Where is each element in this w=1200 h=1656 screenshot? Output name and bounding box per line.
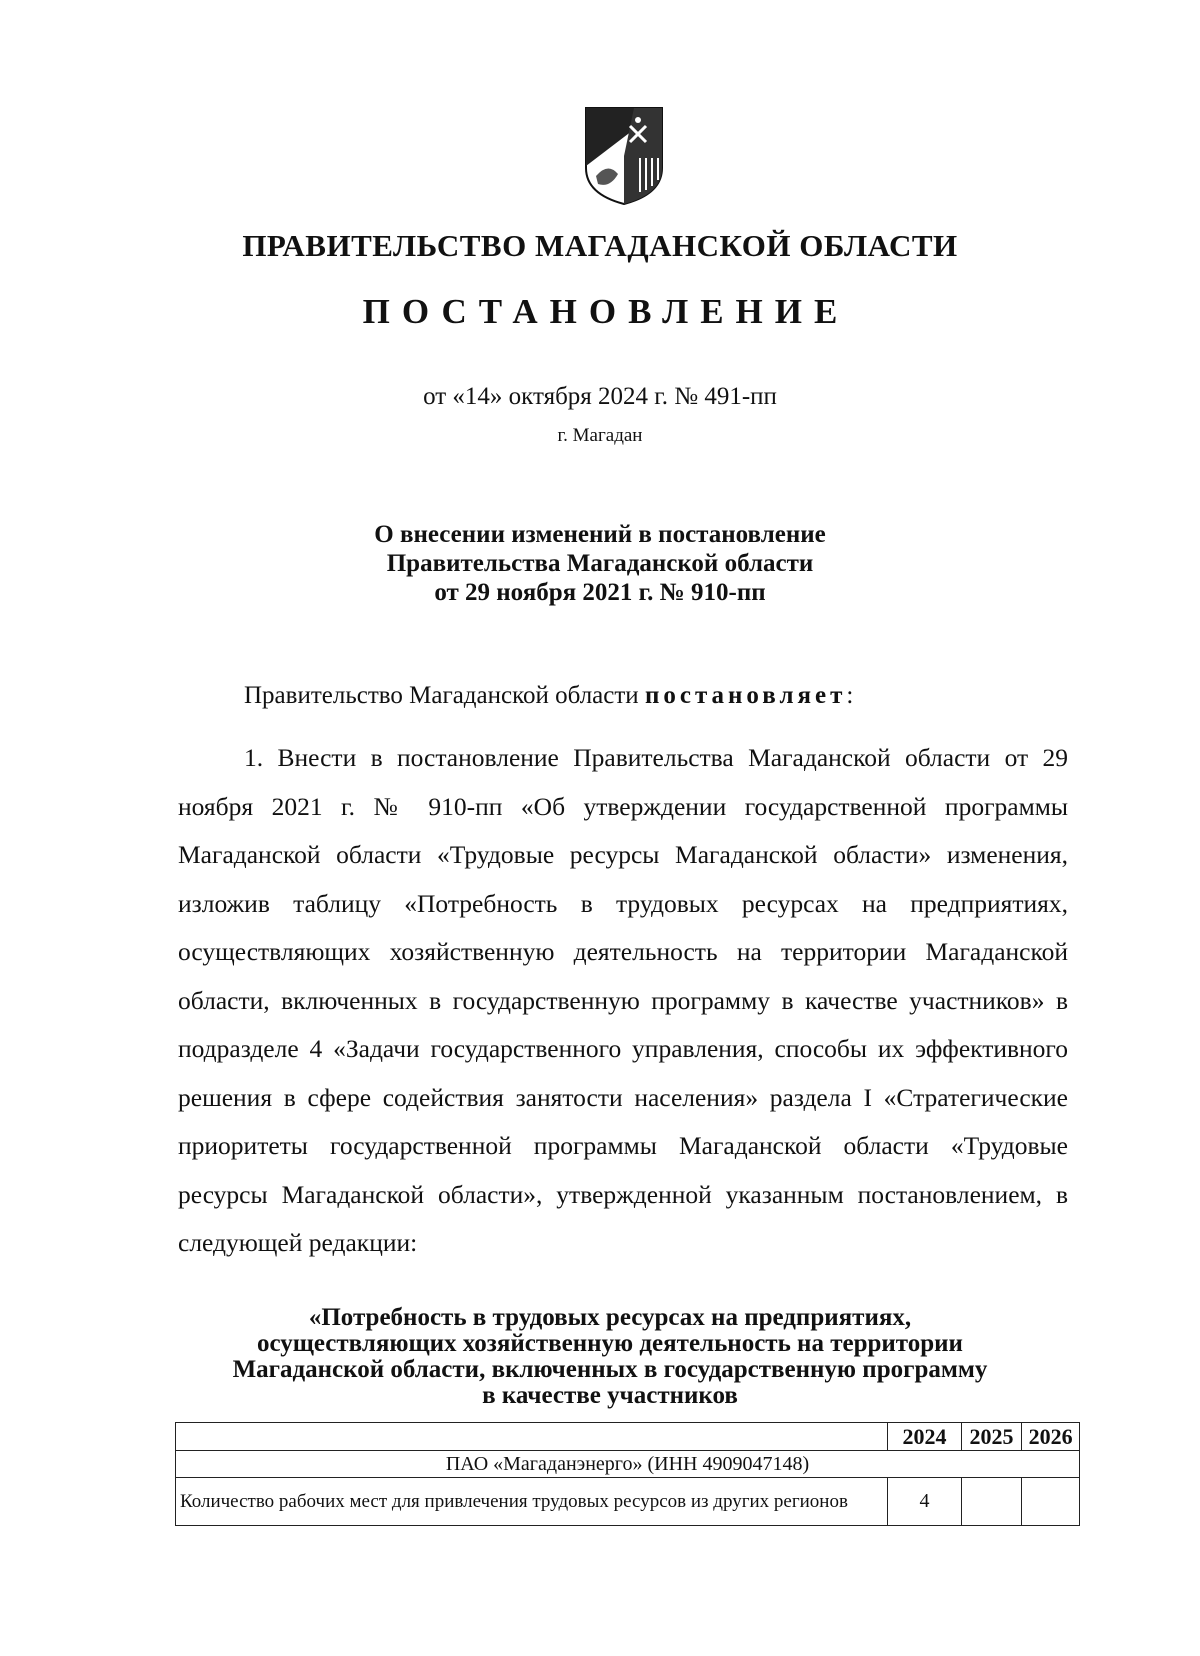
- indicator-label-cell: Количество рабочих мест для привлечения трудовых ресурсов из других регионов: [176, 1478, 888, 1526]
- intro-suffix: :: [846, 682, 854, 709]
- table-header-empty-cell: [176, 1423, 888, 1451]
- table-title-line: Магаданской области, включенных в государственную программу: [232, 1356, 988, 1383]
- intro-sentence: [244, 682, 853, 710]
- document-city: г. Магадан: [557, 425, 643, 446]
- table-title-line: в качестве участников: [482, 1382, 738, 1409]
- intro-decree-word: постановляет: [644, 682, 847, 709]
- table-header-row: [176, 1423, 1080, 1451]
- subject-line: от 29 ноября 2021 г. № 910-пп: [434, 579, 766, 606]
- year-header-cell: 2026: [1022, 1423, 1080, 1451]
- year-header-cell: 2024: [888, 1423, 961, 1451]
- government-title: ПРАВИТЕЛЬСТВО МАГАДАНСКОЙ ОБЛАСТИ: [242, 228, 958, 263]
- document-type: ПОСТАНОВЛЕНИЕ: [362, 292, 850, 331]
- value-cell-2025: [961, 1478, 1022, 1526]
- document-date-number: от «14» октября 2024 г. № 491-пп: [423, 383, 777, 410]
- year-header-cell: 2025: [961, 1423, 1022, 1451]
- subject-line: О внесении изменений в постановление: [374, 521, 826, 548]
- table-title: [150, 1305, 1070, 1409]
- labor-needs-table: [175, 1422, 1080, 1526]
- magadan-coat-of-arms-emblem: [584, 106, 664, 206]
- document-subject: [0, 520, 1200, 607]
- table-org-row: [176, 1451, 1080, 1478]
- table-title-line: «Потребность в трудовых ресурсах на предприятиях,: [308, 1304, 912, 1331]
- subject-line: Правительства Магаданской области: [386, 550, 814, 577]
- paragraph-1: 1. Внести в постановление Правительства Магаданской области от 29 ноября 2021 г. № 910-пп «Об утверждении государственной программы Магаданской области «Трудовые ресурсы Магаданской области» изменения, изложив таблицу «Потребность в трудовых ресурсах на предприятиях, осуществляющих хозяйственную деятельность на территории Магаданской области, включенных в государственную программу в качестве участников» в подразделе 4 «Задачи государственного управления, способы их эффективного решения в сфере содействия занятости населения» раздела I «Стратегические приоритеты государственной программы Магаданской области «Трудовые ресурсы Магаданской области», утвержденной указанным постановлением, в следующей редакции:: [178, 743, 1068, 1257]
- intro-prefix: Правительство Магаданской области: [244, 682, 645, 709]
- value-cell-2024: 4: [888, 1478, 961, 1526]
- value-cell-2026: [1022, 1478, 1080, 1526]
- table-title-line: осуществляющих хозяйственную деятельность на территории: [257, 1330, 963, 1357]
- table-row: [176, 1478, 1080, 1526]
- organization-cell: ПАО «Магаданэнерго» (ИНН 4909047148): [176, 1451, 1080, 1478]
